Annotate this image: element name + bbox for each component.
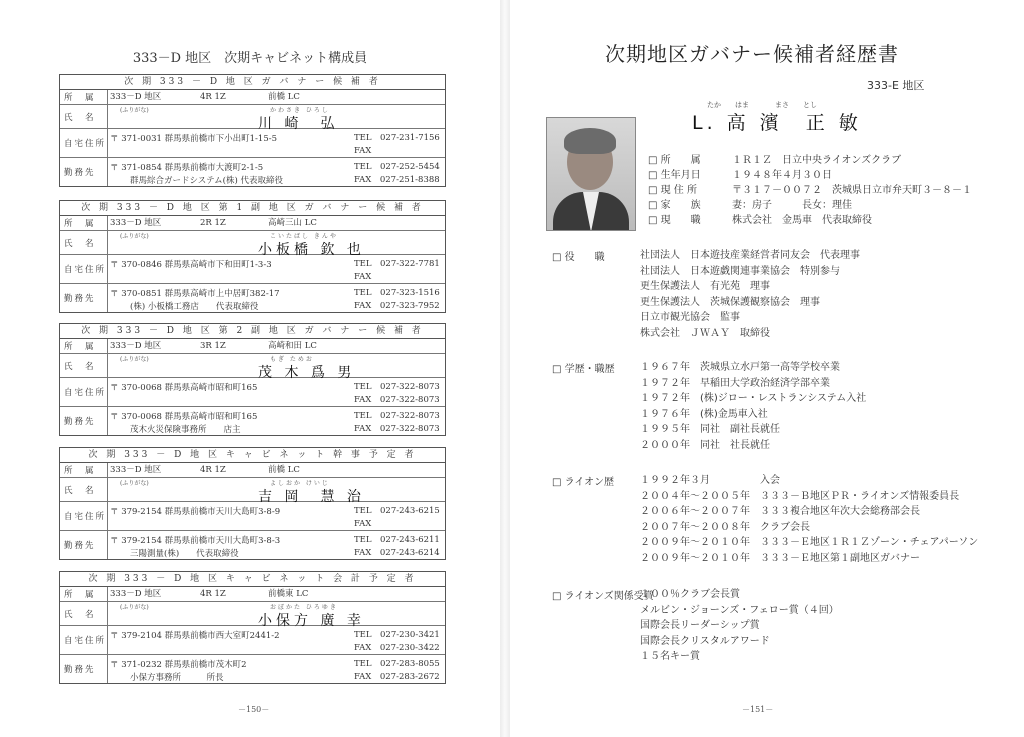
- section-item: 国際会長クリスタルアワード: [640, 635, 770, 647]
- club-name: 前橋東 LC: [268, 589, 309, 599]
- work-fax: FAX 027-243-6214: [354, 548, 440, 558]
- fact-key: □ 所 属: [648, 155, 701, 166]
- home-address-value: [108, 129, 445, 157]
- work-company: 群馬綜合ガードシステム(株) 代表取締役: [130, 176, 283, 186]
- fact-value: 株式会社 金馬車 代表取締役: [732, 215, 872, 226]
- affiliation-value: [108, 216, 445, 230]
- work-address-value: [108, 284, 445, 312]
- section-item: メルビン・ジョーンズ・フェロー賞（４回）: [640, 604, 839, 616]
- section-item: 社団法人 日本遊戯関連事業協会 特別参与: [640, 265, 840, 277]
- work-contact: [354, 410, 440, 436]
- work-contact: [354, 658, 440, 684]
- section-label: □ 学歴・職歴: [552, 364, 615, 375]
- name-furigana: こいたばし きんや: [270, 233, 338, 240]
- section-item: ２００４年～２００５年 ３３３－Ｂ地区ＰＲ・ライオンズ情報委員長: [640, 490, 960, 502]
- person-name: 小保方 廣 幸: [258, 613, 365, 629]
- fact-value: １９４８年４月３０日: [732, 170, 832, 181]
- work-address-label: 勤務先: [60, 531, 108, 559]
- section-items: [640, 473, 978, 567]
- ruby-taka: たか: [707, 101, 721, 109]
- fact-value: １Ｒ１Ｚ 日立中央ライオンズクラブ: [732, 155, 902, 166]
- home-tel: TEL 027-230-3421: [354, 630, 440, 640]
- home-address-row: [60, 255, 445, 284]
- section-item: ２００９年～２０１０年 ３３３－Ｅ地区第１副地区ガバナー: [640, 552, 920, 564]
- name-label: 氏 名: [60, 105, 108, 128]
- work-fax: FAX 027-251-8388: [354, 175, 440, 185]
- home-address: 〒 370-0068 群馬県高崎市昭和町165: [110, 383, 258, 393]
- section-item: ２０００年 同社 社長就任: [640, 439, 770, 451]
- home-address-label: 自宅住所: [60, 626, 108, 654]
- work-address-row: [60, 284, 445, 312]
- name-row: [60, 354, 445, 381]
- work-address-label: 勤務先: [60, 158, 108, 186]
- home-address: 〒 379-2154 群馬県前橋市天川大島町3-8-9: [110, 507, 281, 517]
- furigana-label: (ふりがな): [120, 356, 149, 363]
- work-fax: FAX 027-323-7952: [354, 301, 440, 311]
- section-item: 国際会長リーダーシップ賞: [640, 620, 760, 632]
- left-page: [0, 0, 500, 737]
- work-address-row: [60, 655, 445, 683]
- affiliation-label: 所 属: [60, 463, 108, 477]
- section-item: 社団法人 日本遊技産業経営者同友会 代表理事: [640, 250, 860, 261]
- home-address: 〒 371-0031 群馬県前橋市下小出町1-15-5: [110, 134, 278, 144]
- region-zone: 4R 1Z: [200, 465, 226, 475]
- fact-key: □ 現 職: [648, 215, 701, 226]
- section-label: □ 役 職: [552, 252, 605, 263]
- name-row: [60, 478, 445, 505]
- name-row: [60, 231, 445, 258]
- name-furigana: よしおか けいじ: [270, 480, 330, 487]
- name-value: [108, 105, 445, 132]
- fact-key: □ 現 住 所: [648, 185, 697, 196]
- home-fax: FAX 027-230-3422: [354, 643, 440, 653]
- work-tel: TEL 027-252-5454: [354, 162, 440, 172]
- home-tel: TEL 027-322-8073: [354, 382, 440, 392]
- work-address-row: [60, 158, 445, 186]
- work-contact: [354, 161, 440, 187]
- officer-heading: 次 期 333 － D 地 区 第 1 副 地 区 ガ バ ナ ー 候 補 者: [60, 201, 445, 216]
- name-furigana: もぎ ためお: [270, 356, 314, 363]
- section-item: ２００９年～２０１０年 ３３３－Ｅ地区１Ｒ１Ｚゾーン・チェアパーソン: [640, 537, 979, 549]
- affiliation-value: [108, 339, 445, 353]
- work-company: (株) 小板橋工務店 代表取締役: [130, 302, 259, 312]
- furigana-label: (ふりがな): [120, 107, 149, 114]
- home-address-label: 自宅住所: [60, 129, 108, 157]
- work-fax: FAX 027-283-2672: [354, 672, 440, 682]
- section-item: １５名キー賞: [640, 651, 700, 663]
- home-fax: FAX: [354, 519, 372, 529]
- person-name: 吉 岡 慧 治: [258, 489, 365, 505]
- home-contact: [354, 505, 440, 531]
- region-zone: 4R 1Z: [200, 92, 226, 102]
- officer-table-3: [59, 323, 446, 436]
- candidate-portrait-photo: [546, 117, 636, 231]
- home-address-row: [60, 626, 445, 655]
- club-name: 高崎三山 LC: [268, 218, 317, 228]
- work-address-label: 勤務先: [60, 407, 108, 435]
- affiliation-value: [108, 587, 445, 601]
- affiliation-value: [108, 90, 445, 104]
- district-value: 333－D 地区: [110, 92, 162, 102]
- work-address: 〒 379-2154 群馬県前橋市天川大島町3-8-3: [110, 536, 281, 546]
- district-label: 333-E 地区: [867, 79, 925, 92]
- portrait-hair: [564, 128, 616, 154]
- home-contact: [354, 258, 440, 284]
- work-tel: TEL 027-322-8073: [354, 411, 440, 421]
- section-item: １００％クラブ会長賞: [640, 589, 740, 600]
- affiliation-label: 所 属: [60, 216, 108, 230]
- person-name: 茂 木 爲 男: [258, 365, 356, 381]
- left-page-number: －150－: [238, 705, 270, 714]
- left-page-title: 333－D 地区 次期キャビネット構成員: [132, 51, 368, 66]
- region-zone: 4R 1Z: [200, 589, 226, 599]
- club-name: 高崎和田 LC: [268, 341, 317, 351]
- work-address: 〒 370-0068 群馬県高崎市昭和町165: [110, 412, 258, 422]
- person-name: 川 崎 弘: [258, 116, 339, 132]
- officer-heading: 次 期 333 － D 地 区 キ ャ ビ ネ ッ ト 会 計 予 定 者: [60, 572, 445, 587]
- district-value: 333－D 地区: [110, 465, 162, 475]
- name-row: [60, 105, 445, 132]
- home-contact: [354, 629, 440, 655]
- work-contact: [354, 534, 440, 560]
- home-address-row: [60, 502, 445, 531]
- work-address-value: [108, 655, 445, 683]
- home-contact: [354, 381, 440, 407]
- home-tel: TEL 027-231-7156: [354, 133, 440, 143]
- right-page-number: －151－: [742, 705, 774, 714]
- section-item: 更生保護法人 有光苑 理事: [640, 281, 770, 293]
- section-label: □ ライオンズ関係受賞: [552, 591, 654, 602]
- furigana-label: (ふりがな): [120, 480, 149, 487]
- home-fax: FAX 027-322-8073: [354, 395, 440, 405]
- work-address-label: 勤務先: [60, 655, 108, 683]
- name-value: [108, 602, 445, 629]
- officer-table-2: [59, 200, 446, 313]
- work-address-value: [108, 531, 445, 559]
- candidate-name: L. 高 濱 正 敏: [692, 112, 862, 134]
- home-address-value: [108, 626, 445, 654]
- work-address: 〒 371-0232 群馬県前橋市茂木町2: [110, 660, 247, 670]
- section-item: １９９５年 同社 副社長就任: [640, 424, 780, 436]
- work-tel: TEL 027-323-1516: [354, 288, 440, 298]
- work-address-row: [60, 407, 445, 435]
- officer-table-4: [59, 447, 446, 560]
- home-contact: [354, 132, 440, 158]
- affiliation-row: [60, 587, 445, 602]
- book-gutter: [500, 0, 510, 737]
- home-address-label: 自宅住所: [60, 502, 108, 530]
- section-item: 日立市観光協会 監事: [640, 312, 740, 324]
- affiliation-row: [60, 339, 445, 354]
- club-name: 前橋 LC: [268, 465, 300, 475]
- home-fax: FAX: [354, 146, 372, 156]
- name-value: [108, 231, 445, 258]
- home-address-value: [108, 502, 445, 530]
- section-items: [640, 360, 866, 454]
- ruby-hama: はま: [735, 101, 749, 109]
- ruby-masa: まさ: [775, 101, 789, 109]
- section-items: [640, 587, 839, 665]
- home-tel: TEL 027-322-7781: [354, 259, 440, 269]
- work-address: 〒 370-0851 群馬県高崎市上中居町382-17: [110, 289, 280, 299]
- home-address-label: 自宅住所: [60, 255, 108, 283]
- home-address-value: [108, 378, 445, 406]
- section-label: □ ライオン歴: [552, 477, 615, 488]
- club-name: 前橋 LC: [268, 92, 300, 102]
- right-page: [510, 0, 1024, 737]
- name-value: [108, 478, 445, 505]
- officer-heading: 次 期 333 － D 地 区 ガ バ ナ ー 候 補 者: [60, 75, 445, 90]
- work-address-label: 勤務先: [60, 284, 108, 312]
- person-name: 小板橋 欽 也: [258, 242, 365, 258]
- ruby-toshi: とし: [803, 101, 817, 109]
- home-address: 〒 379-2104 群馬県前橋市西大室町2441-2: [110, 631, 280, 641]
- work-tel: TEL 027-243-6211: [354, 535, 440, 545]
- name-label: 氏 名: [60, 602, 108, 625]
- section-item: １９６７年 茨城県立水戸第一高等学校卒業: [640, 362, 840, 373]
- resume-title: 次期地区ガバナー候補者経歴書: [605, 42, 899, 66]
- furigana-label: (ふりがな): [120, 604, 149, 611]
- home-fax: FAX: [354, 272, 372, 282]
- name-row: [60, 602, 445, 629]
- affiliation-row: [60, 463, 445, 478]
- fact-key: □ 家 族: [648, 200, 701, 211]
- affiliation-row: [60, 216, 445, 231]
- home-address-row: [60, 378, 445, 407]
- work-address-value: [108, 158, 445, 186]
- section-item: ２００７年～２００８年 クラブ会長: [640, 521, 810, 533]
- region-zone: 3R 1Z: [200, 341, 226, 351]
- work-fax: FAX 027-322-8073: [354, 424, 440, 434]
- district-value: 333－D 地区: [110, 589, 162, 599]
- name-furigana: かわさき ひろし: [270, 107, 330, 114]
- region-zone: 2R 1Z: [200, 218, 226, 228]
- work-company: 茂木火災保険事務所 店主: [130, 425, 241, 435]
- affiliation-label: 所 属: [60, 339, 108, 353]
- furigana-label: (ふりがな): [120, 233, 149, 240]
- section-items: [640, 248, 860, 342]
- work-address-row: [60, 531, 445, 559]
- home-tel: TEL 027-243-6215: [354, 506, 440, 516]
- section-item: １９７２年 (株)ジロー・レストランシステム入社: [640, 393, 867, 405]
- fact-value: 〒３１７－００７２ 茨城県日立市弁天町３－８－１: [732, 185, 972, 196]
- fact-value: 妻：房子 長女：理佳: [732, 200, 852, 211]
- affiliation-label: 所 属: [60, 587, 108, 601]
- district-value: 333－D 地区: [110, 341, 162, 351]
- section-item: １９９２年３月 入会: [640, 475, 780, 486]
- home-address: 〒 370-0846 群馬県高崎市下和田町1-3-3: [110, 260, 272, 270]
- officer-heading: 次 期 333 － D 地 区 第 2 副 地 区 ガ バ ナ ー 候 補 者: [60, 324, 445, 339]
- work-tel: TEL 027-283-8055: [354, 659, 440, 669]
- work-company: 三陽測量(株) 代表取締役: [130, 549, 239, 559]
- name-label: 氏 名: [60, 231, 108, 254]
- section-item: １９７６年 (株)金馬車入社: [640, 408, 768, 420]
- section-item: ２００６年～２００７年 ３３３複合地区年次大会総務部会長: [640, 506, 920, 518]
- work-company: 小保方事務所 所長: [130, 673, 224, 683]
- section-item: 株式会社 ＪＷＡＹ 取締役: [640, 327, 770, 339]
- home-address-label: 自宅住所: [60, 378, 108, 406]
- name-value: [108, 354, 445, 381]
- officer-table-5: [59, 571, 446, 684]
- name-furigana: おぼかた ひろゆき: [270, 604, 338, 611]
- work-address: 〒 371-0854 群馬県前橋市大渡町2-1-5: [110, 163, 264, 173]
- name-label: 氏 名: [60, 478, 108, 501]
- fact-key: □ 生年月日: [648, 170, 701, 181]
- affiliation-value: [108, 463, 445, 477]
- section-item: 更生保護法人 茨城保護観察協会 理事: [640, 296, 820, 308]
- work-contact: [354, 287, 440, 313]
- home-address-value: [108, 255, 445, 283]
- home-address-row: [60, 129, 445, 158]
- officer-table-1: [59, 74, 446, 187]
- affiliation-label: 所 属: [60, 90, 108, 104]
- work-address-value: [108, 407, 445, 435]
- section-item: １９７２年 早稲田大学政治経済学部卒業: [640, 377, 830, 389]
- district-value: 333－D 地区: [110, 218, 162, 228]
- officer-heading: 次 期 333 － D 地 区 キ ャ ビ ネ ッ ト 幹 事 予 定 者: [60, 448, 445, 463]
- affiliation-row: [60, 90, 445, 105]
- name-label: 氏 名: [60, 354, 108, 377]
